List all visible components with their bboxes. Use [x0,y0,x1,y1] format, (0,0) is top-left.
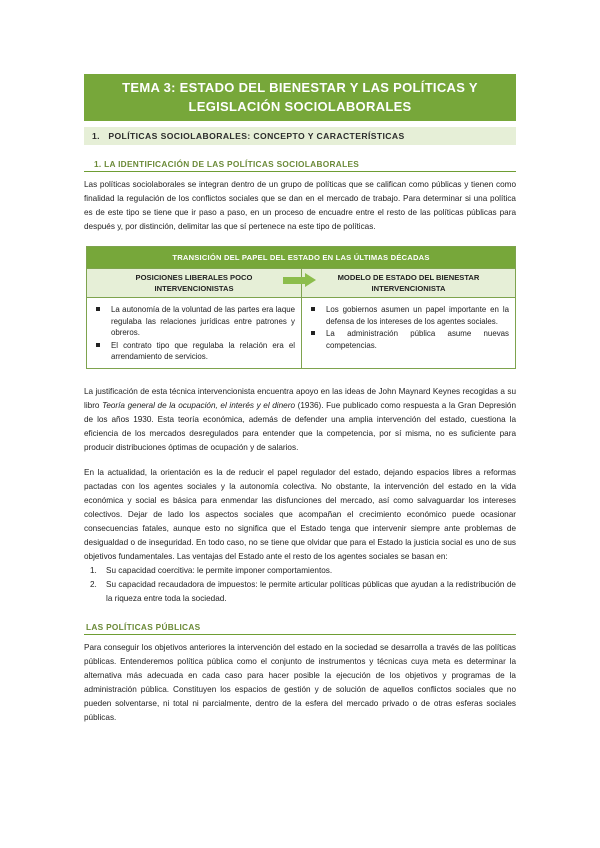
document-title: TEMA 3: ESTADO DEL BIENESTAR Y LAS POLÍTICAS Y LEGISLACIÓN SOCIOLABORALES [84,74,516,121]
transition-table [86,246,516,369]
advantages-list [84,564,516,606]
subsection-heading-politicas-publicas: LAS POLÍTICAS PÚBLICAS [84,622,516,635]
list-item: La autonomía de la voluntad de las partes era laque regulaba las relaciones jurídicas entre patrones y obreros. [93,304,295,339]
table-header: TRANSICIÓN DEL PAPEL DEL ESTADO EN LAS ÚLTIMAS DÉCADAS [87,247,515,268]
section-number: 1. [92,131,100,141]
list-item: El contrato tipo que regulaba la relación era el arrendamiento de servicios. [93,340,295,363]
list-number: 1. [90,565,97,575]
right-column-body [301,298,515,368]
list-text: Su capacidad recaudadora de impuestos: le permite articular políticas públicas que ayudan a la redistribución de la riqueza entre toda la sociedad. [106,579,516,603]
paragraph-intro: Las políticas sociolaborales se integran dentro de un grupo de políticas que se califican como públicas y tienen como finalidad la regulación de los conflictos sociales que se dan en el mercado de trabajo. Para determinar si una política es de este tipo se tiene que ir paso a paso, en un proceso de encuadre entre el resto de las políticas públicas para después y, por distinción, delimitar las que sí pertenece na este tipo de políticas. [84,180,516,231]
left-column-body [87,298,301,368]
right-column-heading: MODELO DE ESTADO DEL BIENESTAR INTERVENCIONISTA [301,269,515,297]
list-number: 2. [90,579,97,589]
section-title: POLÍTICAS SOCIOLABORALES: CONCEPTO Y CARACTERÍSTICAS [108,131,405,141]
paragraph-keynes-text-end: (1936). Fue publicado como respuesta a la Gran Depresión de los años 1930. Esta teoría económica, además de defender una amplia intervención del estado, cuestiona la eficiencia de los mercados desregulados para entender que la competencia, por sí misma, no es suficiente para producir distribuciones óptimas de ocupación y de salarios. [84,400,516,452]
table-body [87,297,515,368]
paragraph-politicas-publicas: Para conseguir los objetivos anteriores la intervención del estado en la sociedad se desarrolla a través de las políticas públicas. Entenderemos política pública como el conjunto de instrumentos y técnicas cuya meta es determinar la alternativa más adecuada en cada caso para hacer posible la ejecución de los objetivos y programas de la administración pública. Constituyen los espacios de gestión y de solución de aquellos conflictos sociales que no pueden solventarse, ni total ni parcialmente, dentro de la esfera del mercado privado o de otras esferas sociales públicas. [84,642,516,722]
section-heading [84,127,516,145]
paragraph-keynes [84,385,516,455]
table-column-headings [87,268,515,297]
list-item: La administración pública asume nuevas competencias. [308,328,509,351]
list-item [84,564,516,578]
paragraph-actualidad: En la actualidad, la orientación es la de reducir el papel regulador del estado, dejando espacios libres a reformas pactadas con los agentes sociales y la autonomía colectiva. No obstante, la intervención del estado en la vida económica y social es básica para enmendar las disfunciones del mercado, así como salvaguardar los intereses colectivos. Dejar de lado los aspectos sociales que acompañan el crecimiento económico puede ocasionar consecuencias fatales, aunque esto no significa que el Estado tenga que intervenir siempre ante problemas de desigualdad o de inseguridad. En todo caso, no se tiene que olvidar que para el Estado la justicia social es uno de sus objetivos fundamentales. Las ventajas del Estado ante el resto de los agentes sociales se basan en: [84,467,516,561]
subsection-heading-identificacion: 1. LA IDENTIFICACIÓN DE LAS POLÍTICAS SOCIOLABORALES [84,159,516,172]
left-column-heading: POSICIONES LIBERALES POCO INTERVENCIONISTAS [87,269,301,297]
list-text: Su capacidad coercitiva: le permite imponer comportamientos. [106,565,333,575]
paragraph-keynes-text: La justificación de esta técnica intervencionista encuentra apoyo en las ideas de John Maynard Keynes recogidas a su libro [84,386,516,410]
document-page [84,74,516,725]
book-title: Teoría general de la ocupación, el interés y el dinero [102,400,296,410]
list-item: Los gobiernos asumen un papel importante en la defensa de los intereses de los agentes sociales. [308,304,509,327]
list-item [84,578,516,606]
